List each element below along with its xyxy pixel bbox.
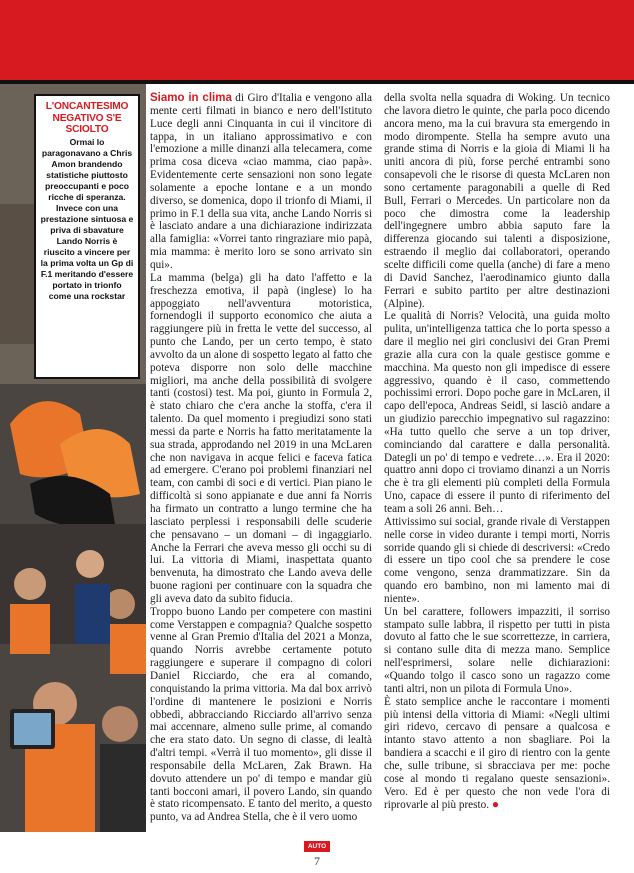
article-paragraph: Siamo in clima di Giro d'Italia e vengono alla mente certi filmati in bianco e nero dell'Istituto Luce degli anni Cinquanta in cui il vincitore di tappa, in un italiano approssimativo e con l'emozione a mille dinanzi alla telecamera, come prima cosa diceva «ciao mamma, ciao papà». Evidentemente certe sensazioni non sono legate solamente a epoche lontane e a un mondo diverso, se domenica, dopo il trionfo di Miami, il primo in F.1 della sua vita, anche Lando Norris si è lasciato andare a una dichiarazione indirizzata alla famiglia: «Vorrei tanto ringraziare mio papà, mia mamma: è merito loro se sono arrivato sin qui».: [150, 92, 372, 271]
article-paragraph: Troppo buono Lando per competere con mastini come Verstappen e compagnia? Qualche sospetto venne al Gran Premio d'Italia del 2021 a Monza, quando Norris avrebbe certamente potuto raggiungere e superare il compagno di colori Daniel Ricciardo, che era al comando, conquistando la prima vittoria. Ma dal box arrivò l'ordine di mantenere le posizioni e Norris obbedì, abbracciando Ricciardo all'arrivo senza mai accennare, almeno sulle prime, al comando che era stato dato. Un segno di classe, di lealtà d'altri tempi. «Verrà il tuo momento», gli disse il responsabile della McLaren, Zak Brawn. Ha dovuto attendere un po' di tempo e mandar giù tanti bocconi amari, il povero Lando, sin quando è stato ricompensato. E tanto del merito, a questo punto, va ad Andrea Stella, che è il vero uomo: [150, 605, 372, 824]
article-column-left: [150, 92, 372, 824]
article-paragraph: Un bel carattere, followers impazziti, il sorriso stampato sulle labbra, il rispetto per tutti in pista dovuto al fatto che le sue scorrettezze, in carriera, si contano sulle dita di mezza mano. Semplice nell'esprimersi, solare nelle dichiarazioni: «Quando tolgo il casco sono un ragazzo come tanti altri, non un pilota di Formula Uno».: [384, 605, 610, 695]
article-paragraph: Le qualità di Norris? Velocità, una guida molto pulita, un'intelligenza tattica che lo porta spesso a dare il meglio nei giri conclusivi dei Gran Premi grazie alla cura con la quale gestisce gomme e macchina. Ma questo non gli impedisce di essere aggressivo, quando è il caso, commettendo pochissimi errori. Dopo poche gare in McLaren, il capo dell'epoca, Andreas Seidl, si lasciò andare a un giudizio parecchio impegnativo sul ragazzino: «Ha tutto quello che serve a un top driver, cominciando dal carattere e dalla personalità. Dategli un po' di tempo e vedrete…». Era il 2020: quattro anni dopo ci troviamo dinanzi a un Norris che è tra gli elementi più completi della Formula Uno, capace di essere il punto di riferimento del team a soli 26 anni. Beh…: [384, 310, 610, 515]
magazine-logo: AUTO: [304, 841, 330, 852]
article-lead: Siamo in clima: [150, 92, 232, 104]
article-column-right: [384, 92, 610, 812]
page-number: 7: [314, 854, 320, 868]
article-paragraph: Attivissimo sui social, grande rivale di Verstappen nelle corse in video durante i tempi morti, Norris sorride quando gli si chiede di descriversi: «Credo di essere un tipo cool che sa prendere le cose come vengono, senza drammatizzare. Sin da quando ero bambino, non mi lamento mai di niente».: [384, 515, 610, 605]
article-paragraph: La mamma (belga) gli ha dato l'affetto e la freschezza emotiva, il papà (inglese) lo ha appoggiato nell'avventura motoristica, fornendogli il supporto economico che aiuta a raggiungere più in fretta le vette del successo, al punto che Lando, per un certo tempo, è stato avvolto da un alone di sospetto legato al fatto che poteva disporre non solo delle macchine migliori, ma anche della possibilità di svolgere tanti (costosi) test. Ma poi, giunto in Formula 2, è stato chiaro che c'era anche la stoffa, c'era il talento. Da quel momento i pregiudizi sono stati messi da parte e Norris ha fatto meritatamente la sua strada, approdando nel 2019 in una McLaren che non navigava in acque felici e faceva fatica ad emergere. C'erano poi problemi finanziari nel team, con cambi di soci e di vertici. Pian piano le difficoltà si sono appianate e due anni fa Norris ha firmato un contratto a lungo termine che ha lasciato perplessi i responsabili delle scuderie che pensavano – un domani – di ingaggiarlo. Anche la Ferrari che aveva messo gli occhi su di lui. La vittoria di Miami, inaspettata quanto benvenuta, ha dimostrato che Lando aveva delle buone ragioni per continuare con la squadra che gli aveva dato da subito fiducia.: [150, 271, 372, 605]
article-paragraph: È stato semplice anche le raccontare i momenti più intensi della vittoria di Miami: «Negli ultimi giri ridevo, cercavo di pensare a qualcosa e intanto stavo attento a non sbagliare. Poi la bandiera a scacchi e il giro di rientro con la gente che, sulle tribune, si sbracciava per me: poche cose al mondo ti regalano queste sensazioni». Vero. Ed è per questo che non vede l'ora di riprovarle al più presto. ●: [384, 695, 610, 812]
sidebar-callout: [34, 94, 140, 379]
header-red-band: [0, 0, 634, 80]
page-footer: [304, 841, 330, 869]
sidebar-title: L'ONCANTESIMO NEGATIVO S'E SCIOLTO: [45, 101, 129, 135]
end-mark: ●: [491, 797, 500, 812]
sidebar-body: Ormai lo paragonavano a Chris Amon brandendo statistiche piuttosto preoccupanti e poco ricche di speranza. Invece con una prestazione sintuosa e priva di sbavature Lando Norris è riuscito a vincere per la prima volta un Gp di F.1 meritando d'essere portato in trionfo come una rockstar: [40, 136, 134, 301]
article-paragraph: della svolta nella squadra di Woking. Un tecnico che lavora dietro le quinte, che parla poco dicendo ancora meno, ma la cui bravura sta emergendo in modo dirompente. Stella ha sempre avuto una grande stima di Norris e la gioia di Miami li ha uniti ancora di più, forse perché entrambi sono consapevoli che le risorse di questa McLaren non sono certamente paragonabili a quelle di Red Bull, Ferrari o Mercedes. Un particolare non da poco che dimostra come la leadership dell'ingegnere umbro abbia saputo fare la differenza giocando sui talenti a disposizione, estraendo il meglio dai collaboratori, operando scelte difficili come quella (anche) di fare a meno di David Sanchez, l'aerodinamico giunto dalla Ferrari e subito partito per altre destinazioni (Alpine).: [384, 92, 610, 310]
